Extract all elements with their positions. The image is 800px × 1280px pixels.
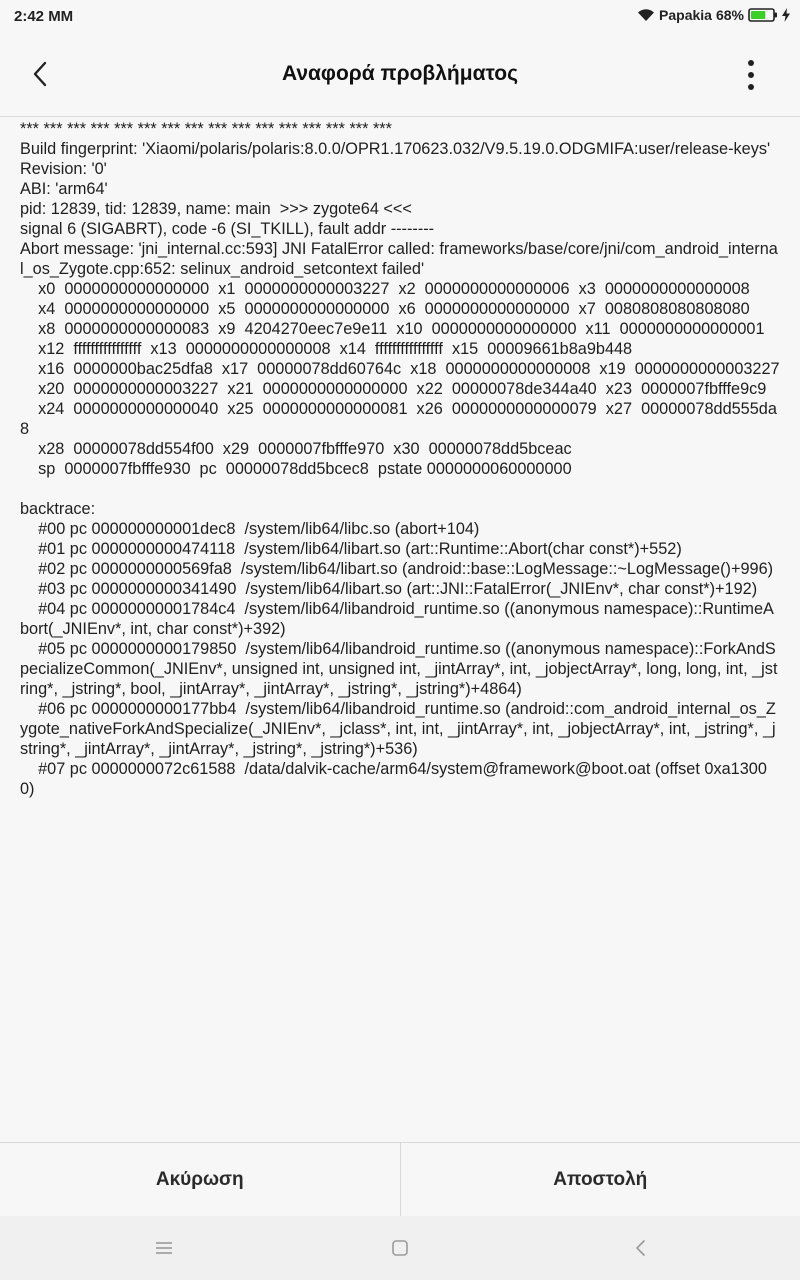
crash-log-text: [0, 117, 800, 799]
more-vertical-icon: [747, 59, 755, 91]
log-line: *** *** *** *** *** *** *** *** *** *** *** *** *** *** *** ***: [20, 120, 392, 138]
send-button[interactable]: Αποστολή: [553, 1169, 648, 1190]
log-line: sp 0000007fbfffe930 pc 00000078dd5bcec8 pstate 0000000060000000: [20, 460, 572, 478]
log-line: x16 0000000bac25dfa8 x17 00000078dd60764c x18 0000000000000008 x19 0000000000003227: [20, 360, 780, 378]
battery-fill: [751, 11, 765, 19]
carrier-name: Papakia: [659, 7, 712, 23]
log-line: x0 0000000000000000 x1 0000000000003227 x2 0000000000000006 x3 0000000000000008: [20, 280, 750, 298]
log-line: #02 pc 0000000000569fa8 /system/lib64/libart.so (android::base::LogMessage::~LogMessage()+996): [20, 560, 774, 578]
log-line: Revision: '0': [20, 160, 107, 178]
log-line: signal 6 (SIGABRT), code -6 (SI_TKILL), fault addr --------: [20, 220, 435, 238]
footer-actions: [0, 1142, 800, 1217]
log-line: #03 pc 0000000000341490 /system/lib64/libart.so (art::JNI::FatalError(_JNIEnv*, char const*)+192): [20, 580, 758, 598]
battery-icon: [748, 8, 778, 22]
log-line: #05 pc 0000000000179850 /system/lib64/libandroid_runtime.so ((anonymous namespace)::ForkAndSpecializeCommon(_JNIEnv*, unsigned int, unsigned int, _jintArray*, int, _jobjectArray*, long, long, int, _jstring*, _jstring*, bool, _jintArray*, _jintArray*, _jstring*, _jstring*)+4864): [20, 640, 778, 698]
battery-percent: 68%: [715, 7, 744, 23]
page-title: Αναφορά προβλήματος: [281, 62, 519, 85]
log-line: [20, 479, 780, 499]
system-nav-bar: [0, 1216, 800, 1280]
back-icon: [634, 1239, 646, 1257]
log-line: x20 0000000000003227 x21 0000000000000000 x22 00000078de344a40 x23 0000007fbfffe9c9: [20, 380, 767, 398]
log-line: #01 pc 0000000000474118 /system/lib64/libart.so (art::Runtime::Abort(char const*)+552): [20, 540, 682, 558]
log-line: x24 0000000000000040 x25 0000000000000081 x26 0000000000000079 x27 00000078dd555da8: [20, 400, 777, 438]
system-back-button[interactable]: [628, 1236, 652, 1260]
log-line: x8 0000000000000083 x9 4204270eec7e9e11 x10 0000000000000000 x11 0000000000000001: [20, 320, 765, 338]
log-line: backtrace:: [20, 500, 96, 518]
log-line: pid: 12839, tid: 12839, name: main >>> zygote64 <<<: [20, 200, 412, 218]
status-bar: [0, 0, 800, 34]
log-line: Build fingerprint: 'Xiaomi/polaris/polaris:8.0.0/OPR1.170623.032/V9.5.19.0.ODGMIFA:user/release-keys': [20, 140, 771, 158]
app-header: [0, 34, 800, 117]
menu-icon: [155, 1241, 173, 1255]
crash-log-scroll-area[interactable]: [0, 117, 800, 1142]
log-line: Abort message: 'jni_internal.cc:593] JNI FatalError called: frameworks/base/core/jni/com_android_internal_os_Zygote.cpp:652: selinux_android_setcontext failed': [20, 240, 778, 278]
wifi-icon: [637, 8, 655, 22]
status-indicators: [637, 7, 790, 23]
recent-apps-button[interactable]: [152, 1236, 176, 1260]
status-time: 2:42 ΜΜ: [14, 8, 74, 25]
more-options-button[interactable]: [736, 56, 766, 94]
log-line: #04 pc 00000000001784c4 /system/lib64/libandroid_runtime.so ((anonymous namespace)::RuntimeAbort(_JNIEnv*, int, char const*)+392): [20, 600, 774, 638]
log-line: x28 00000078dd554f00 x29 0000007fbfffe970 x30 00000078dd5bceac: [20, 440, 572, 458]
log-line: #07 pc 0000000072c61588 /data/dalvik-cache/arm64/system@framework@boot.oat (offset 0xa13000): [20, 760, 767, 798]
charging-bolt-icon: [782, 8, 790, 22]
log-line: #00 pc 000000000001dec8 /system/lib64/libc.so (abort+104): [20, 520, 480, 538]
cancel-button[interactable]: Ακύρωση: [155, 1169, 244, 1190]
log-line: x4 0000000000000000 x5 0000000000000000 x6 0000000000000000 x7 0080808080808080: [20, 300, 750, 318]
log-line: #06 pc 0000000000177bb4 /system/lib64/libandroid_runtime.so (android::com_android_internal_os_Zygote_nativeForkAndSpecialize(_JNIEnv*, _jclass*, int, int, _jintArray*, int, _jobjectArray*, int, _jstring*, _jstring*, _jintArray*, _jintArray*, _jstring*, _jstring*)+536): [20, 700, 776, 758]
log-line: ABI: 'arm64': [20, 180, 108, 198]
log-line: x12 ffffffffffffffff x13 0000000000000008 x14 ffffffffffffffff x15 00009661b8a9b448: [20, 340, 633, 358]
home-button[interactable]: [388, 1236, 412, 1260]
home-icon: [391, 1239, 409, 1257]
